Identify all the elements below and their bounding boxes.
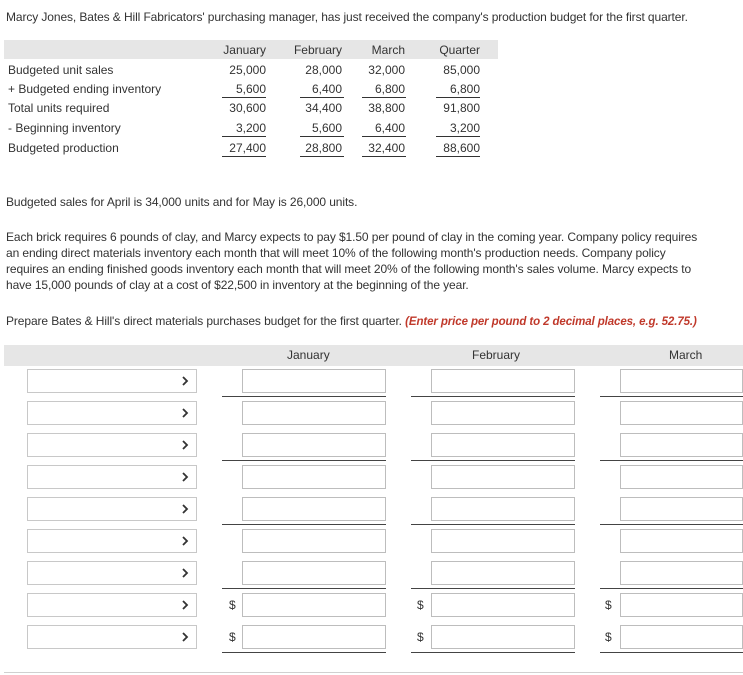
total-underline — [600, 652, 743, 653]
february-amount-input[interactable] — [431, 465, 575, 489]
chevron-right-icon — [180, 470, 190, 484]
table-cell: 6,800 — [374, 82, 405, 96]
underline — [362, 136, 406, 137]
row-label-total-units: Total units required — [8, 101, 110, 115]
february-amount-input[interactable] — [431, 625, 575, 649]
account-dropdown[interactable] — [27, 369, 197, 393]
total-underline — [222, 396, 386, 397]
col-header-january: January — [223, 43, 266, 57]
table-cell: 91,800 — [443, 101, 480, 115]
table-cell: 88,600 — [443, 141, 480, 155]
january-amount-input[interactable] — [242, 401, 386, 425]
total-underline — [600, 396, 743, 397]
instruction — [6, 314, 697, 328]
january-amount-input[interactable] — [242, 561, 386, 585]
march-amount-input[interactable] — [620, 529, 743, 553]
january-amount-input[interactable] — [242, 369, 386, 393]
grid-col-header-march: March — [669, 348, 703, 362]
february-amount-input[interactable] — [431, 401, 575, 425]
underline — [222, 97, 266, 98]
total-underline — [600, 524, 743, 525]
double-underline — [300, 156, 344, 157]
january-amount-input[interactable] — [242, 497, 386, 521]
total-underline — [600, 588, 743, 589]
double-underline — [436, 156, 480, 157]
underline — [300, 97, 344, 98]
total-underline — [411, 396, 575, 397]
table-cell: 32,000 — [368, 63, 405, 77]
dollar-sign: $ — [417, 598, 424, 612]
total-underline — [222, 588, 386, 589]
production-budget-table — [4, 40, 498, 160]
table-cell: 28,000 — [305, 63, 342, 77]
account-dropdown[interactable] — [27, 497, 197, 521]
double-underline — [362, 156, 406, 157]
col-header-quarter: Quarter — [439, 43, 480, 57]
january-amount-input[interactable] — [242, 465, 386, 489]
account-dropdown[interactable] — [27, 625, 197, 649]
january-amount-input[interactable] — [242, 625, 386, 649]
dollar-sign: $ — [229, 598, 236, 612]
february-amount-input[interactable] — [431, 561, 575, 585]
january-amount-input[interactable] — [242, 433, 386, 457]
table-cell: 30,600 — [229, 101, 266, 115]
table-cell: 28,800 — [305, 141, 342, 155]
table-cell: 5,600 — [235, 82, 266, 96]
grid-col-header-february: February — [472, 348, 521, 362]
sales-note: Budgeted sales for April is 34,000 units and for May is 26,000 units. — [6, 195, 358, 209]
march-amount-input[interactable] — [620, 369, 743, 393]
table-cell: 6,800 — [449, 82, 480, 96]
dollar-sign: $ — [605, 598, 612, 612]
chevron-right-icon — [180, 566, 190, 580]
row-label-budgeted-production: Budgeted production — [8, 141, 119, 155]
chevron-right-icon — [180, 630, 190, 644]
total-underline — [411, 460, 575, 461]
march-amount-input[interactable] — [620, 465, 743, 489]
january-amount-input[interactable] — [242, 529, 386, 553]
underline — [222, 136, 266, 137]
intro-text: Marcy Jones, Bates & Hill Fabricators' purchasing manager, has just received the company's production budget for the first quarter. — [6, 10, 688, 24]
total-underline — [222, 460, 386, 461]
table-cell: 34,400 — [305, 101, 342, 115]
table-cell: 5,600 — [311, 121, 342, 135]
chevron-right-icon — [180, 598, 190, 612]
row-label-beginning-inventory: - Beginning inventory — [8, 121, 121, 135]
march-amount-input[interactable] — [620, 593, 743, 617]
dollar-sign: $ — [229, 630, 236, 644]
table-cell: 6,400 — [374, 121, 405, 135]
february-amount-input[interactable] — [431, 529, 575, 553]
march-amount-input[interactable] — [620, 433, 743, 457]
col-header-february: February — [293, 43, 342, 57]
february-amount-input[interactable] — [431, 593, 575, 617]
bottom-divider — [4, 672, 743, 673]
chevron-right-icon — [180, 534, 190, 548]
table-cell: 6,400 — [311, 82, 342, 96]
underline — [436, 97, 480, 98]
total-underline — [411, 588, 575, 589]
paragraph-line: an ending direct materials inventory each month that will meet 10% of the following month's production needs. Company policy — [6, 246, 666, 260]
account-dropdown[interactable] — [27, 529, 197, 553]
chevron-right-icon — [180, 502, 190, 516]
dollar-sign: $ — [605, 630, 612, 644]
february-amount-input[interactable] — [431, 433, 575, 457]
march-amount-input[interactable] — [620, 561, 743, 585]
table-cell: 3,200 — [235, 121, 266, 135]
table-cell: 25,000 — [229, 63, 266, 77]
table-cell: 27,400 — [229, 141, 266, 155]
total-underline — [222, 652, 386, 653]
account-dropdown[interactable] — [27, 593, 197, 617]
underline — [300, 136, 344, 137]
paragraph-line: Each brick requires 6 pounds of clay, and Marcy expects to pay $1.50 per pound of clay in the coming year. Company policy requires — [6, 230, 698, 244]
chevron-right-icon — [180, 374, 190, 388]
total-underline — [411, 652, 575, 653]
paragraph-line: have 15,000 pounds of clay at a cost of $22,500 in inventory at the beginning of the year. — [6, 278, 469, 292]
chevron-right-icon — [180, 406, 190, 420]
row-label-ending-inventory: + Budgeted ending inventory — [8, 82, 162, 96]
double-underline — [222, 156, 266, 157]
march-amount-input[interactable] — [620, 625, 743, 649]
instruction-text: Prepare Bates & Hill's direct materials purchases budget for the first quarter. — [6, 314, 402, 328]
underline — [362, 97, 406, 98]
chevron-right-icon — [180, 438, 190, 452]
dollar-sign: $ — [417, 630, 424, 644]
account-dropdown[interactable] — [27, 401, 197, 425]
col-header-march: March — [371, 43, 405, 57]
table-cell: 3,200 — [449, 121, 480, 135]
january-amount-input[interactable] — [242, 593, 386, 617]
february-amount-input[interactable] — [431, 369, 575, 393]
table-cell: 38,800 — [368, 101, 405, 115]
underline — [436, 136, 480, 137]
row-label-unit-sales: Budgeted unit sales — [8, 63, 114, 77]
instruction-note: (Enter price per pound to 2 decimal places, e.g. 52.75.) — [405, 316, 697, 328]
paragraph-line: requires an ending finished goods inventory each month that will meet 20% of the following month's sales volume. Marcy expects to — [6, 262, 692, 276]
total-underline — [222, 524, 386, 525]
account-dropdown[interactable] — [27, 561, 197, 585]
table-cell: 32,400 — [368, 141, 405, 155]
total-underline — [411, 524, 575, 525]
february-amount-input[interactable] — [431, 497, 575, 521]
answer-grid-header — [4, 345, 743, 366]
march-amount-input[interactable] — [620, 497, 743, 521]
total-underline — [600, 460, 743, 461]
march-amount-input[interactable] — [620, 401, 743, 425]
account-dropdown[interactable] — [27, 433, 197, 457]
grid-col-header-january: January — [287, 348, 330, 362]
account-dropdown[interactable] — [27, 465, 197, 489]
table-cell: 85,000 — [443, 63, 480, 77]
